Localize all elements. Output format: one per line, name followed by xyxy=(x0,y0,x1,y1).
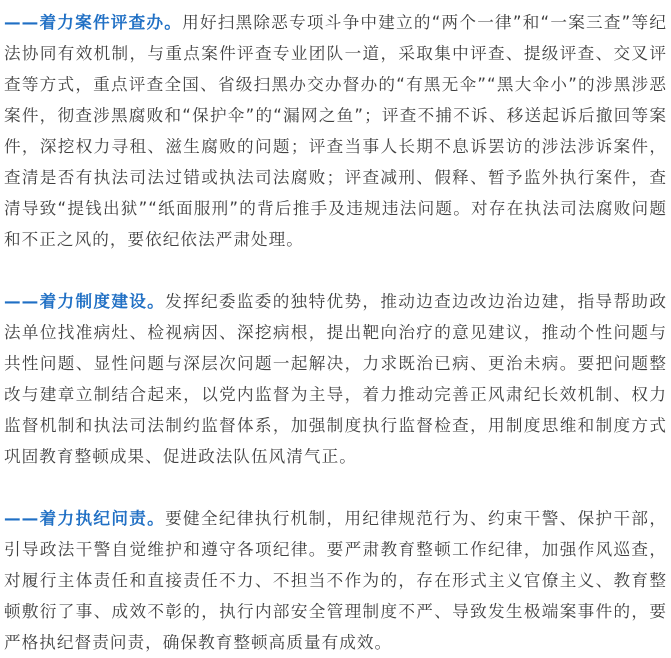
section-body-accountability: 要健全纪律执行机制，用纪律规范行为、约束干警、保护干部，引导政法干警自觉维护和遵守各项纪律。要严肃教育整顿工作纪律，加强作风巡查，对履行主体责任和直接责任不力、不担当不作为的，存在形式主义官僚主义、教育整顿敷衍了事、成效不彰的，执行内部安全管理制度不严、导致发生极端案事件的，要严格执纪督责问责，确保教育整顿高质量有成效。 xyxy=(4,509,667,652)
section-heading-system-building: ——着力制度建设。 xyxy=(4,292,166,311)
paragraph-case-review xyxy=(4,0,667,255)
paragraph-accountability xyxy=(4,503,667,658)
section-body-case-review: 用好扫黑除恶专项斗争中建立的“两个一律”和“一案三查”等纪法协同有效机制，与重点案件评查专业团队一道，采取集中评查、提级评查、交叉评查等方式，重点评查全国、省级扫黑办交办督办的“有黑无伞”“黑大伞小”的涉黑涉恶案件，彻查涉黑腐败和“保护伞”的“漏网之鱼”；评查不捕不诉、移送起诉后撤回等案件，深挖权力寻租、滋生腐败的问题；评查当事人长期不息诉罢访的涉法涉诉案件，查清是否有执法司法过错或执法司法腐败；评查减刑、假释、暂予监外执行案件，查清导致“提钱出狱”“纸面服刑”的背后推手及违规违法问题。对存在执法司法腐败问题和不正之风的，要依纪依法严肃处理。 xyxy=(4,13,667,249)
section-heading-case-review: ——着力案件评查办。 xyxy=(4,13,183,32)
section-heading-accountability: ——着力执纪问责。 xyxy=(4,509,166,528)
section-body-system-building: 发挥纪委监委的独特优势，推动边查边改边治边建，指导帮助政法单位找准病灶、检视病因、深挖病根，提出靶向治疗的意见建议，推动个性问题与共性问题、显性问题与深层次问题一起解决，力求既治已病、更治未病。要把问题整改与建章立制结合起来，以党内监督为主导，着力推动完善正风肃纪长效机制、权力监督机制和执法司法制约监督体系，加强制度执行监督检查，用制度思维和制度方式巩固教育整顿成果、促进政法队伍风清气正。 xyxy=(4,292,667,466)
paragraph-system-building xyxy=(4,286,667,472)
